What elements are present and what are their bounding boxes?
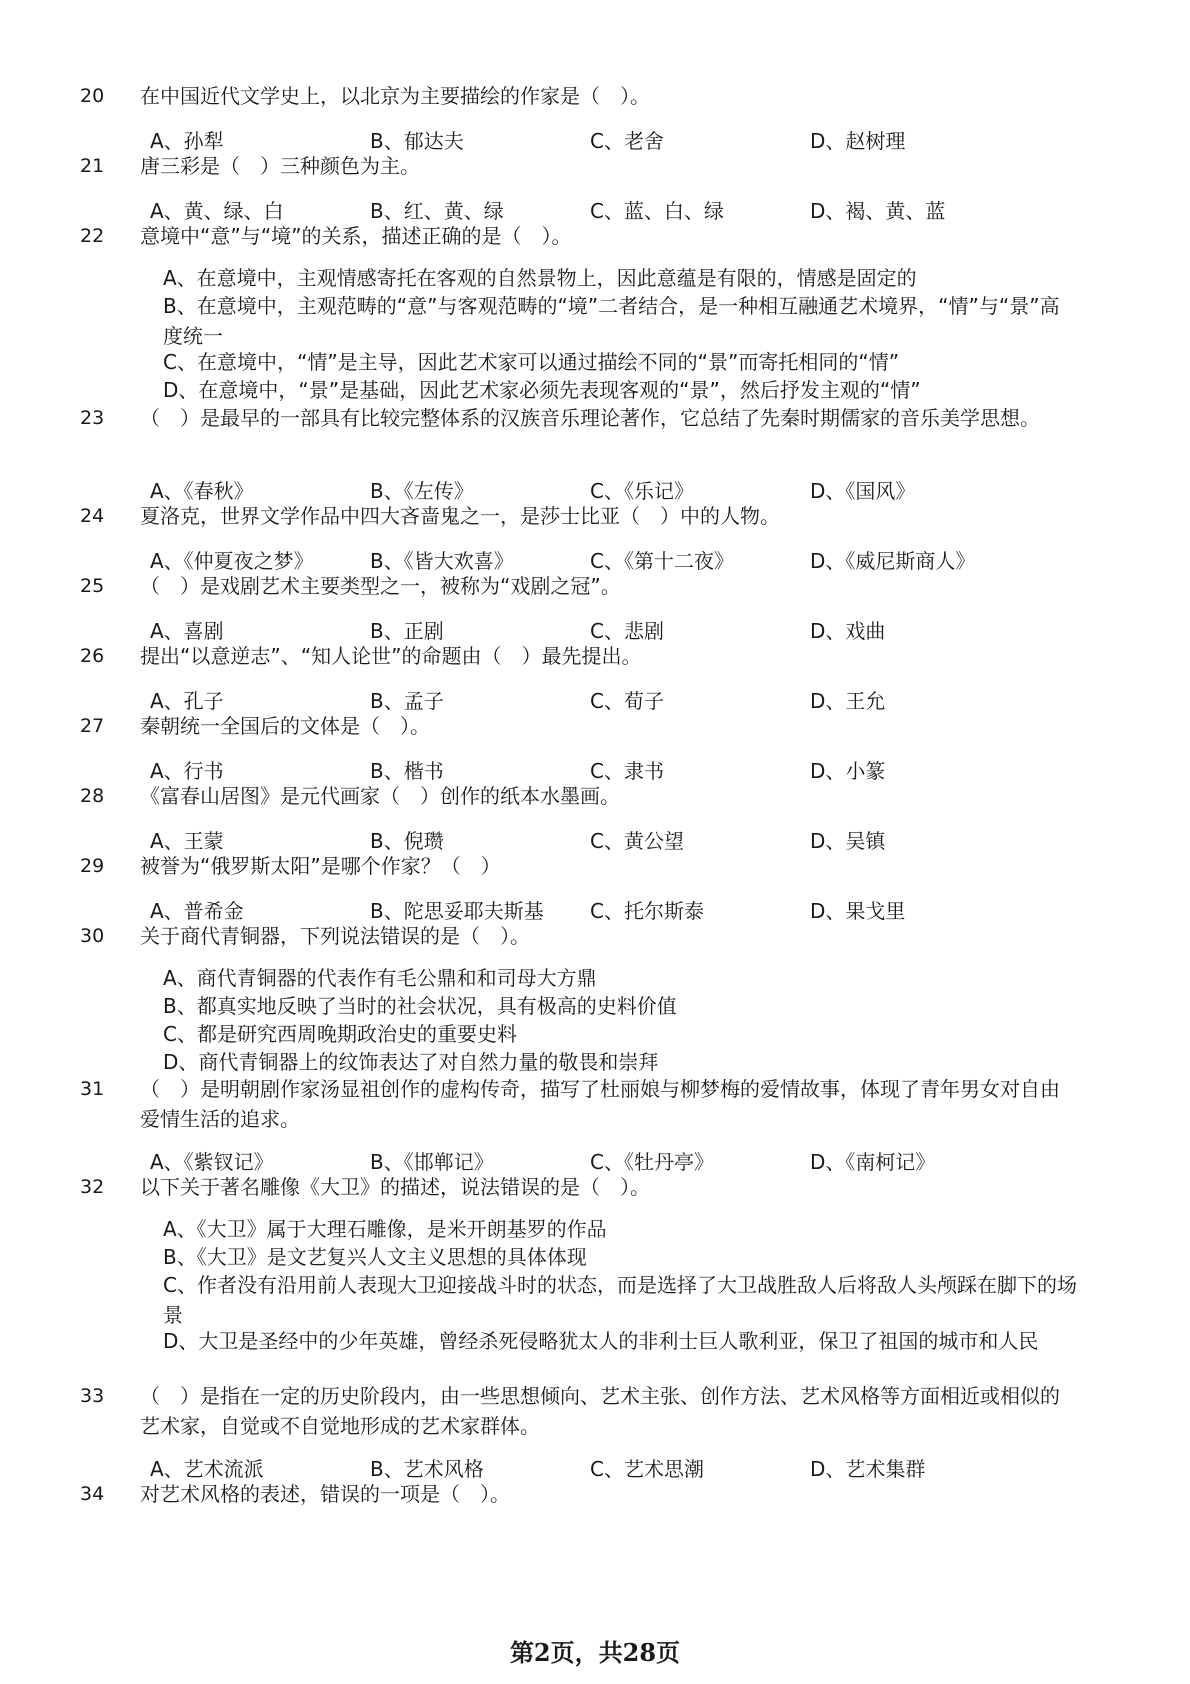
question-number: 30 [80,925,105,947]
question-text: 以下关于著名雕像《大卫》的描述，说法错误的是（ ）。 [140,1175,650,1199]
option-d: D、商代青铜器上的纹饰表达了对自然力量的敬畏和崇拜 [163,1050,659,1074]
option-d: D、大卫是圣经中的少年英雄，曾经杀死侵略犹太人的非利士巨人歌利亚，保卫了祖国的城市和人民 [163,1329,1039,1353]
option-d: D、褐、黄、蓝 [810,199,946,223]
option-b: B、《大卫》是文艺复兴人文主义思想的具体体现 [163,1245,587,1269]
page-footer: 第2页，共28页 [509,1638,681,1667]
option-a: A、黄、绿、白 [150,199,284,223]
option-a: A、商代青铜器的代表作有毛公鼎和和司母大方鼎 [163,966,597,990]
option-c: C、荀子 [590,689,664,713]
option-b: B、孟子 [370,689,444,713]
option-b: B、倪瓒 [370,829,444,853]
question-text: 关于商代青铜器，下列说法错误的是（ ）。 [140,924,530,948]
option-d: D、吴镇 [810,829,886,853]
question-number: 20 [80,85,105,107]
question-text: （ ）是指在一定的历史阶段内，由一些思想倾向、艺术主张、创作方法、艺术风格等方面相近或相似的艺术家，自觉或不自觉地形成的艺术家群体。 [140,1384,1060,1438]
option-c: C、艺术思潮 [590,1457,704,1481]
question-number: 27 [80,715,105,737]
question-text: 在中国近代文学史上，以北京为主要描绘的作家是（ ）。 [140,84,650,108]
question-text: 秦朝统一全国后的文体是（ ）。 [140,714,430,738]
question-text: 对艺术风格的表述，错误的一项是（ ）。 [140,1482,510,1506]
option-c: C、悲剧 [590,619,664,643]
option-a: A、喜剧 [150,619,224,643]
option-a: A、《大卫》属于大理石雕像，是米开朗基罗的作品 [163,1217,607,1241]
option-a: A、行书 [150,759,224,783]
option-d: D、王允 [810,689,886,713]
question-text: （ ）是最早的一部具有比较完整体系的汉族音乐理论著作，它总结了先秦时期儒家的音乐美学思想。 [140,406,1040,430]
option-a: A、王蒙 [150,829,224,853]
option-c: C、作者没有沿用前人表现大卫迎接战斗时的状态，而是选择了大卫战胜敌人后将敌人头颅踩在脚下的场景 [163,1273,1077,1327]
question-number: 22 [80,225,105,247]
question-number: 23 [80,407,105,429]
question-text: （ ）是戏剧艺术主要类型之一，被称为“戏剧之冠”。 [140,574,621,598]
option-a: A、孔子 [150,689,224,713]
option-a: A、艺术流派 [150,1457,264,1481]
option-b: B、《邯郸记》 [370,1150,494,1174]
question-text: 提出“以意逆志”、“知人论世”的命题由（ ）最先提出。 [140,644,642,668]
option-c: C、蓝、白、绿 [590,199,724,223]
option-c: C、在意境中，“情”是主导，因此艺术家可以通过描绘不同的“景”而寄托相同的“情” [163,350,900,374]
option-b: B、郁达夫 [370,129,464,153]
option-a: A、《春秋》 [150,479,254,503]
question-text: 唐三彩是（ ）三种颜色为主。 [140,154,420,178]
option-b: B、《左传》 [370,479,474,503]
option-d: D、戏曲 [810,619,886,643]
option-c: C、托尔斯泰 [590,899,704,923]
option-b: B、艺术风格 [370,1457,484,1481]
option-b: B、陀思妥耶夫斯基 [370,899,544,923]
option-b: B、楷书 [370,759,444,783]
option-d: D、果戈里 [810,899,906,923]
question-number: 29 [80,855,105,877]
question-text: （ ）是明朝剧作家汤显祖创作的虚构传奇，描写了杜丽娘与柳梦梅的爱情故事，体现了青年男女对自由爱情生活的追求。 [140,1077,1060,1131]
question-text: 被誉为“俄罗斯太阳”是哪个作家？（ ） [140,854,501,878]
question-number: 26 [80,645,105,667]
option-b: B、正剧 [370,619,444,643]
question-number: 25 [80,575,105,597]
option-d: D、在意境中，“景”是基础，因此艺术家必须先表现客观的“景”，然后抒发主观的“情” [163,378,921,402]
option-a: A、《紫钗记》 [150,1150,274,1174]
option-c: C、隶书 [590,759,664,783]
option-c: C、都是研究西周晚期政治史的重要史料 [163,1022,517,1046]
option-b: B、都真实地反映了当时的社会状况，具有极高的史料价值 [163,994,677,1018]
option-a: A、在意境中，主观情感寄托在客观的自然景物上，因此意蕴是有限的，情感是固定的 [163,266,917,290]
question-number: 34 [80,1483,105,1505]
option-c: C、《牡丹亭》 [590,1150,714,1174]
option-c: C、《乐记》 [590,479,694,503]
option-d: D、《国风》 [810,479,916,503]
option-a: A、普希金 [150,899,244,923]
question-number: 28 [80,785,105,807]
question-text: 意境中“意”与“境”的关系，描述正确的是（ ）。 [140,224,572,248]
option-d: D、小篆 [810,759,886,783]
question-number: 32 [80,1176,105,1198]
question-number: 21 [80,155,105,177]
question-number: 31 [80,1078,105,1100]
option-d: D、艺术集群 [810,1457,926,1481]
question-number: 24 [80,505,105,527]
question-text: 《富春山居图》是元代画家（ ）创作的纸本水墨画。 [140,784,620,808]
option-d: D、赵树理 [810,129,906,153]
option-b: B、红、黄、绿 [370,199,504,223]
option-d: D、《南柯记》 [810,1150,936,1174]
option-c: C、老舍 [590,129,664,153]
option-b: B、《皆大欢喜》 [370,549,514,573]
option-c: C、黄公望 [590,829,684,853]
question-number: 33 [80,1385,105,1407]
question-text: 夏洛克，世界文学作品中四大吝啬鬼之一，是莎士比亚（ ）中的人物。 [140,504,780,528]
option-b: B、在意境中，主观范畴的“意”与客观范畴的“境”二者结合，是一种相互融通艺术境界，“情”与“景”高度统一 [163,294,1060,348]
option-d: D、《威尼斯商人》 [810,549,976,573]
option-a: A、孙犁 [150,129,224,153]
option-a: A、《仲夏夜之梦》 [150,549,314,573]
option-c: C、《第十二夜》 [590,549,734,573]
